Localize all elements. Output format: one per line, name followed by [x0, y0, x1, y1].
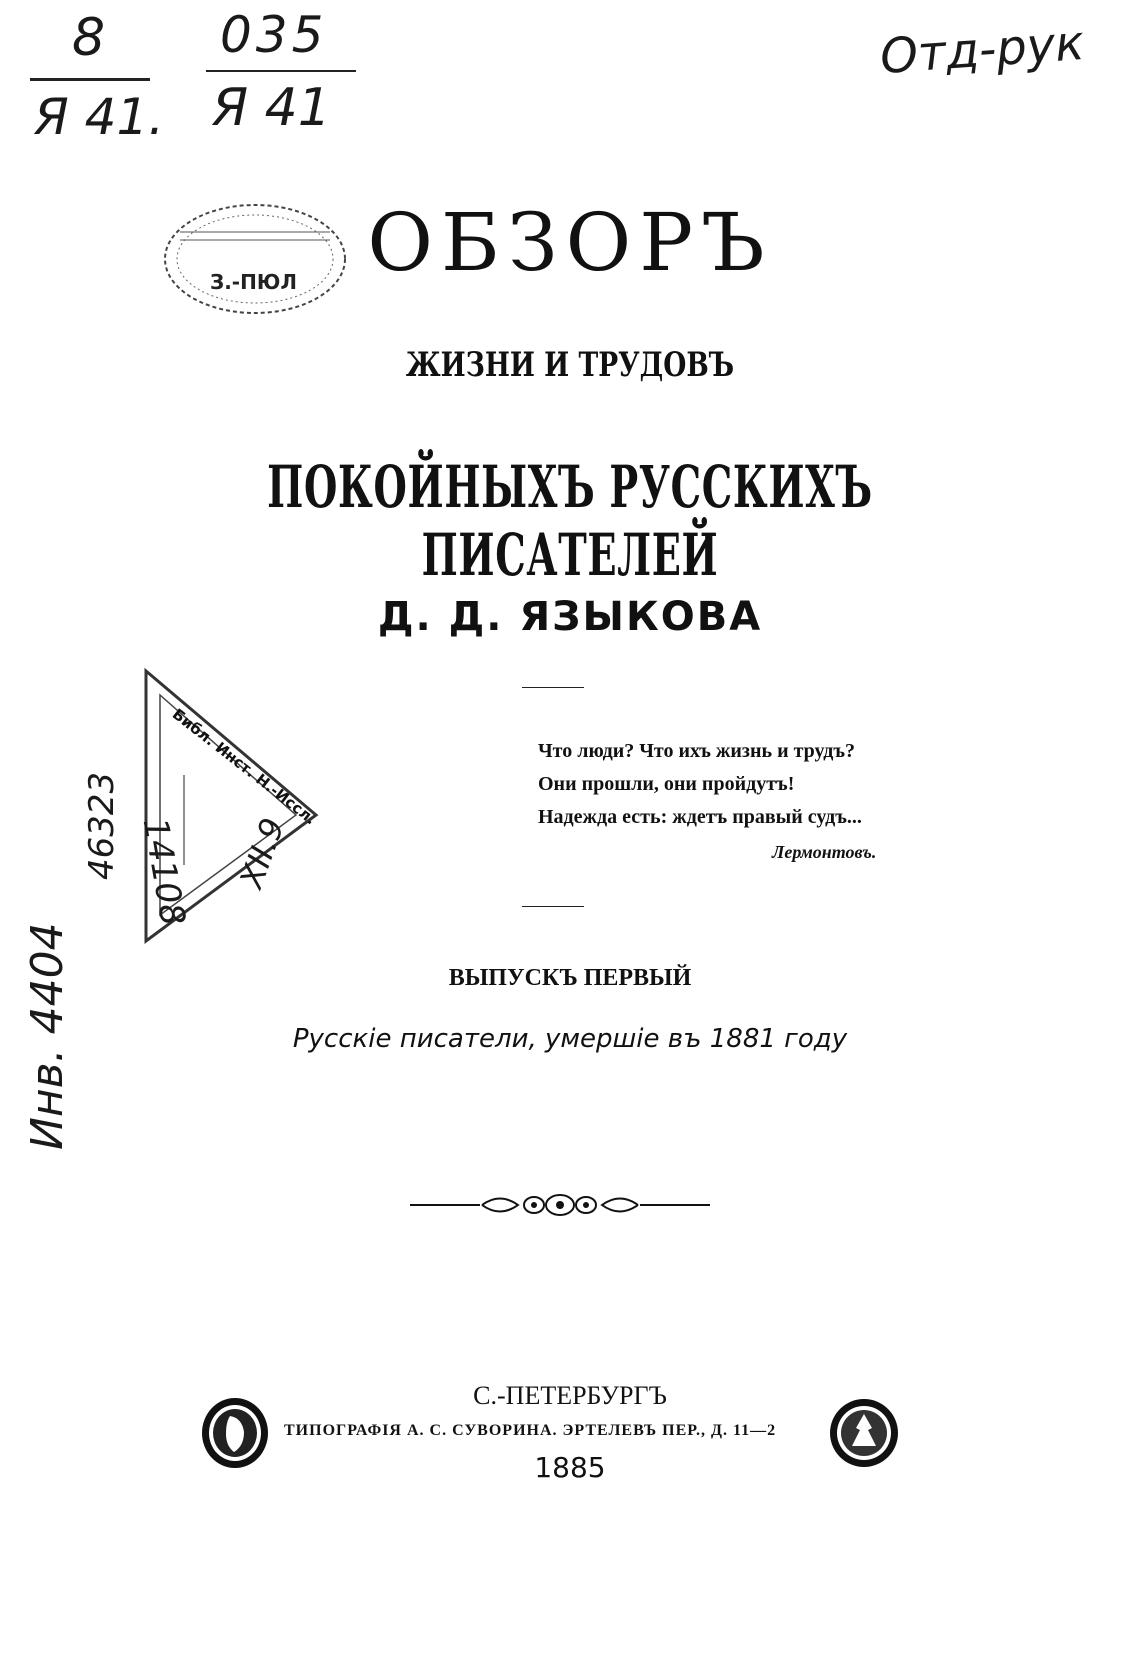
- title-line-2: ПОКОЙНЫХЪ РУССКИХЪ ПИСАТЕЛЕЙ: [267, 453, 873, 589]
- oval-stamp-text: З.-ПЮЛ: [210, 270, 297, 294]
- shelf-mark-number: 8: [72, 8, 106, 68]
- epigraph-line-1: Что люди? Что ихъ жизнь и трудъ?: [538, 740, 856, 762]
- call-number-top: 035: [220, 6, 328, 64]
- divider-bottom: [522, 906, 584, 907]
- call-number-bottom: Я 41: [212, 78, 331, 138]
- stamp-inventory-number: 14108: [134, 815, 193, 929]
- department-note: Отд-рук: [878, 14, 1086, 86]
- imprint-year: 1885: [534, 1451, 606, 1484]
- margin-inventory-label: Инв. 4404: [22, 922, 73, 1150]
- ornament-graphic: [410, 1190, 710, 1220]
- epigraph-line-3: Надежда есть: ждетъ правый судъ...: [538, 806, 862, 828]
- epigraph: [538, 735, 862, 834]
- margin-inventory-number: 46323: [82, 771, 122, 880]
- issue-subtitle: Русскіе писатели, умершіе въ 1881 году: [292, 1024, 848, 1054]
- call-number-rule: [206, 70, 356, 72]
- shelf-mark-underline: [30, 78, 150, 81]
- library-triangle-stamp: [134, 665, 340, 945]
- imprint-city: С.-ПЕТЕРБУРГЪ: [473, 1381, 667, 1410]
- shelf-mark-code: Я 41.: [34, 88, 165, 146]
- triangle-stamp-text: Библ. Инст. Н.-Иссл.: [168, 705, 320, 829]
- stamp-code-note: XII.9: [232, 812, 293, 893]
- divider-top: [522, 687, 584, 688]
- issue-label: ВЫПУСКЪ ПЕРВЫЙ: [448, 965, 692, 991]
- ornament-divider: [410, 1190, 710, 1220]
- epigraph-attribution: Лермонтовъ.: [772, 842, 877, 862]
- epigraph-line-2: Они прошли, они пройдутъ!: [538, 773, 795, 795]
- imprint-press: ТИПОГРАФІЯ А. С. СУВОРИНА. ЭРТЕЛЕВЪ ПЕР., Д. 11—2: [284, 1422, 777, 1439]
- book-title: ОБЗОРЪ: [367, 196, 773, 289]
- title-line-1: ЖИЗНИ И ТРУДОВЪ: [405, 345, 735, 385]
- author-name: Д. Д. ЯЗЫКОВА: [377, 594, 763, 640]
